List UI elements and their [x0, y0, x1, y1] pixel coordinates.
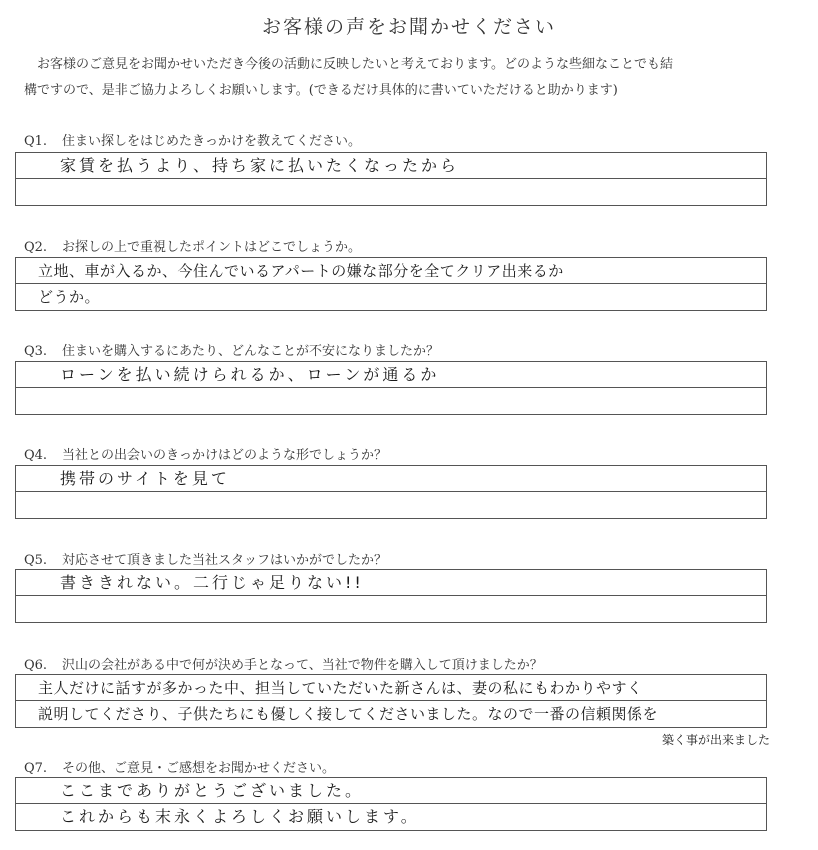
answer-line: どうか。 — [38, 288, 101, 306]
answer-line — [16, 596, 766, 622]
question-number: Q1. — [24, 134, 48, 149]
answer-box-4 — [15, 465, 767, 519]
question-1 — [24, 130, 361, 149]
answer-line: 書ききれない。二行じゃ足りない!! — [16, 570, 766, 596]
question-number: Q4. — [24, 448, 48, 463]
answer-line — [16, 179, 766, 205]
answer-line: 携帯のサイトを見て — [16, 466, 766, 492]
question-text: 住まいを購入するにあたり、どんなことが不安になりましたか？ — [62, 344, 440, 359]
answer-line — [16, 388, 766, 414]
answer-box-1 — [15, 152, 767, 206]
question-7 — [24, 757, 335, 776]
intro-line-2: 構ですので、是非ご協力よろしくお願いします。(できるだけ具体的に書いていただけると助かります) — [24, 83, 618, 98]
question-text: その他、ご意見・ご感想をお聞かせください。 — [62, 761, 336, 776]
question-5 — [24, 549, 387, 568]
answer-overflow-note: 築く事が出来ました — [662, 733, 771, 747]
question-number: Q7. — [24, 761, 48, 776]
question-number: Q6. — [24, 658, 48, 673]
question-text: 対応させて頂きました当社スタッフはいかがでしたか？ — [62, 553, 388, 568]
question-6 — [24, 654, 543, 673]
answer-box-5 — [15, 569, 767, 623]
question-3 — [24, 340, 439, 359]
question-number: Q2. — [24, 240, 48, 255]
intro-text — [24, 52, 799, 104]
page-title: お客様の声をお聞かせください — [261, 16, 556, 38]
question-text: 当社との出会いのきっかけはどのような形でしょうか？ — [62, 448, 388, 463]
answer-box-6 — [15, 674, 767, 728]
answer-line — [16, 492, 766, 518]
question-2 — [24, 236, 361, 255]
answer-line: 主人だけに話すが多かった中、担当していただいた新さんは、妻の私にもわかりやすく — [16, 675, 766, 701]
answer-line: ここまでありがとうございました。 — [16, 778, 766, 804]
intro-line-1: お客様のご意見をお聞かせいただき今後の活動に反映したいと考えております。どのような些細なことでも結 — [37, 57, 673, 72]
answer-line: 説明してくださり、子供たちにも優しく接してくださいました。なので一番の信頼関係を — [38, 705, 659, 723]
question-text: お探しの上で重視したポイントはどこでしょうか。 — [62, 240, 362, 255]
answer-line: ローンを払い続けられるか、ローンが通るか — [16, 362, 766, 388]
question-text: 沢山の会社がある中で何が決め手となって、当社で物件を購入して頂けましたか？ — [62, 658, 543, 673]
answer-line: 立地、車が入るか、今住んでいるアパートの嫌な部分を全てクリア出来るか — [16, 258, 766, 284]
answer-line: これからも末永くよろしくお願いします。 — [60, 807, 420, 826]
answer-box-3 — [15, 361, 767, 415]
question-number: Q5. — [24, 553, 48, 568]
answer-line: 家賃を払うより、持ち家に払いたくなったから — [16, 153, 766, 179]
question-4 — [24, 444, 387, 463]
answer-box-2 — [15, 257, 767, 311]
answer-box-7 — [15, 777, 767, 831]
question-number: Q3. — [24, 344, 48, 359]
question-text: 住まい探しをはじめたきっかけを教えてください。 — [62, 134, 362, 149]
